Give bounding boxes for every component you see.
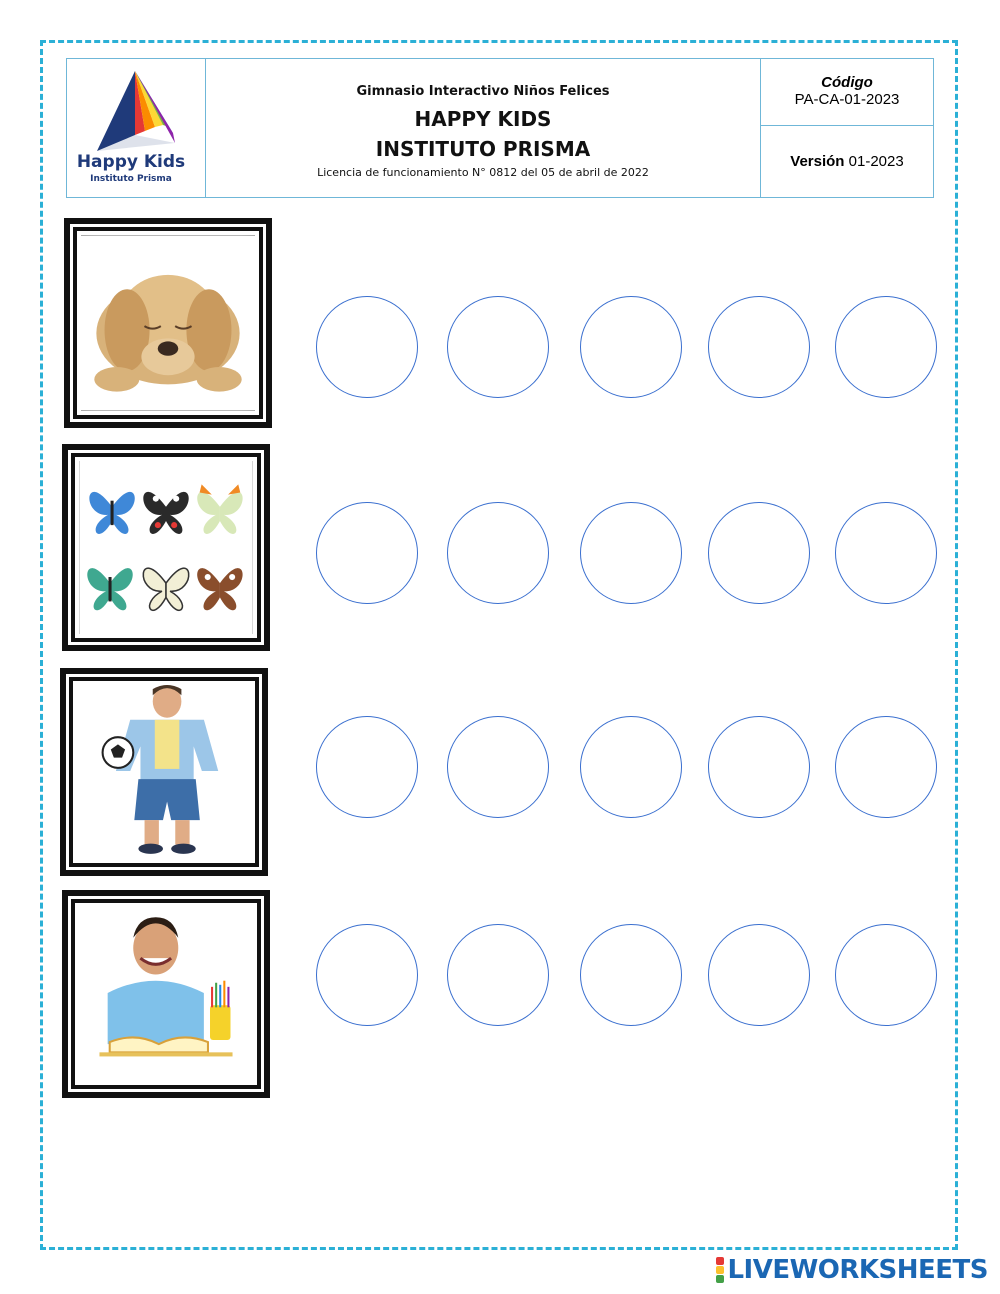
code-cell [761, 59, 933, 197]
answer-circle[interactable] [316, 924, 418, 1026]
logo-text: Happy Kids [76, 152, 186, 172]
title-instituto-prisma: INSTITUTO PRISMA [375, 137, 591, 161]
brand-text: LIVEWORKSHEETS [727, 1255, 988, 1285]
document-header [66, 58, 934, 198]
answer-circle[interactable] [447, 296, 549, 398]
answer-circle[interactable] [580, 296, 682, 398]
boy-picture [62, 890, 270, 1098]
butterflies-image [79, 461, 253, 634]
answer-circle[interactable] [835, 716, 937, 818]
code-label: Código [821, 74, 873, 91]
version-label: Versión [790, 153, 845, 170]
answer-circle[interactable] [708, 716, 810, 818]
title-happy-kids: HAPPY KIDS [414, 107, 552, 131]
boy-reading-book-image [79, 907, 253, 1081]
answer-circle[interactable] [447, 716, 549, 818]
butterflies-picture [62, 444, 270, 651]
title-cell [206, 59, 761, 197]
version-block [761, 126, 933, 197]
answer-circle[interactable] [835, 924, 937, 1026]
answer-circle[interactable] [835, 296, 937, 398]
code-value: PA-CA-01-2023 [794, 91, 900, 108]
liveworksheets-brand[interactable] [716, 1254, 988, 1286]
version-value: 01-2023 [848, 153, 904, 170]
answer-circle[interactable] [447, 924, 549, 1026]
happy-kids-logo [75, 65, 197, 185]
answer-circle[interactable] [316, 716, 418, 818]
answer-circle[interactable] [316, 296, 418, 398]
answer-circle[interactable] [316, 502, 418, 604]
logo-cell [67, 59, 206, 197]
school-name: Gimnasio Interactivo Niños Felices [356, 84, 610, 99]
liveworksheets-logo-icon [716, 1257, 724, 1283]
man-picture [60, 668, 268, 876]
logo-subtext: Instituto Prisma [90, 174, 172, 184]
answer-circle[interactable] [580, 716, 682, 818]
answer-circle[interactable] [447, 502, 549, 604]
answer-circle[interactable] [580, 924, 682, 1026]
sleeping-puppy-image [81, 235, 255, 411]
man-with-soccer-ball-image [77, 685, 251, 859]
answer-circle[interactable] [708, 296, 810, 398]
answer-circle[interactable] [708, 924, 810, 1026]
puppy-picture [64, 218, 272, 428]
answer-circle[interactable] [580, 502, 682, 604]
code-block [761, 59, 933, 126]
answer-circle[interactable] [835, 502, 937, 604]
license-text: Licencia de funcionamiento N° 0812 del 05 de abril de 2022 [317, 166, 649, 179]
answer-circle[interactable] [708, 502, 810, 604]
